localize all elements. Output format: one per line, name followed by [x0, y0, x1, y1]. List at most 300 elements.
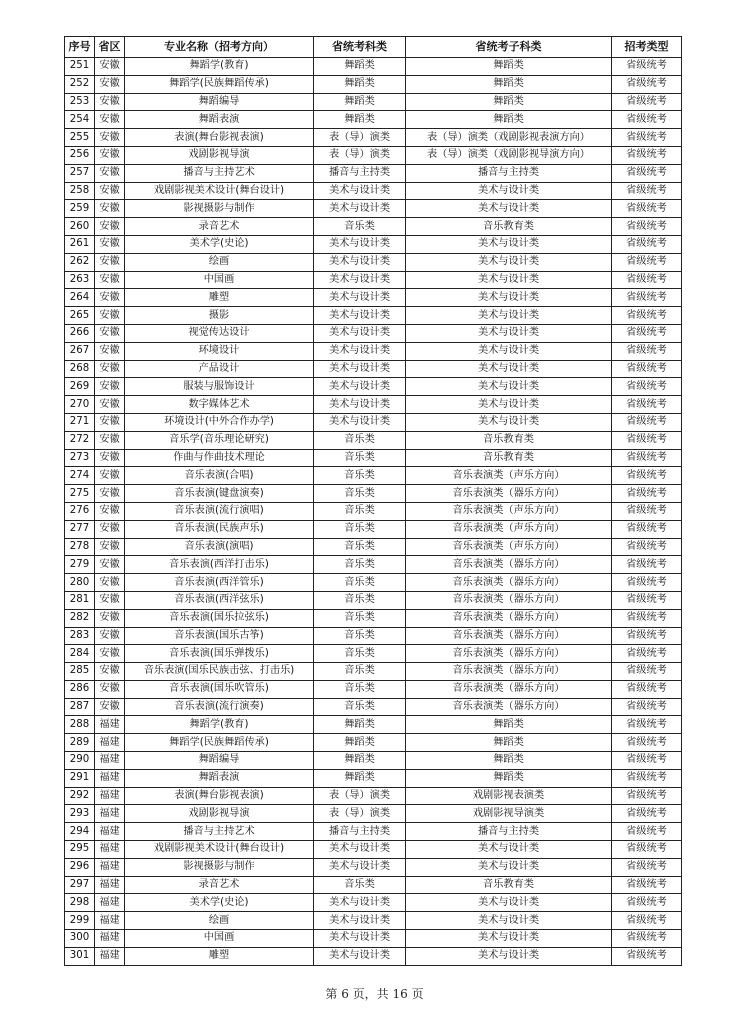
cell-province: 福建 — [95, 841, 125, 859]
cell-exam-category: 音乐类 — [314, 520, 406, 538]
cell-admission-type: 省级统考 — [612, 396, 682, 414]
cell-serial: 273 — [65, 449, 95, 467]
cell-exam-category: 音乐类 — [314, 698, 406, 716]
cell-admission-type: 省级统考 — [612, 360, 682, 378]
cell-major: 戏剧影视美术设计(舞台设计) — [125, 841, 314, 859]
cell-exam-subcategory: 音乐表演类（声乐方向） — [406, 538, 612, 556]
cell-admission-type: 省级统考 — [612, 271, 682, 289]
header-major: 专业名称（招考方向） — [125, 37, 314, 58]
cell-exam-category: 音乐类 — [314, 663, 406, 681]
cell-exam-subcategory: 音乐表演类（声乐方向） — [406, 502, 612, 520]
cell-serial: 270 — [65, 396, 95, 414]
table-row — [65, 396, 682, 414]
table-row — [65, 75, 682, 93]
cell-major: 音乐表演(国乐吹管乐) — [125, 680, 314, 698]
cell-admission-type: 省级统考 — [612, 146, 682, 164]
table-row — [65, 538, 682, 556]
cell-exam-category: 美术与设计类 — [314, 307, 406, 325]
cell-major: 戏剧影视导演 — [125, 146, 314, 164]
cell-admission-type: 省级统考 — [612, 253, 682, 271]
cell-major: 音乐表演(流行演奏) — [125, 698, 314, 716]
table-row — [65, 93, 682, 111]
table-row — [65, 947, 682, 965]
table-row — [65, 574, 682, 592]
cell-province: 安徽 — [95, 431, 125, 449]
cell-province: 安徽 — [95, 164, 125, 182]
cell-admission-type: 省级统考 — [612, 111, 682, 129]
cell-major: 音乐表演(键盘演奏) — [125, 485, 314, 503]
cell-exam-category: 舞蹈类 — [314, 716, 406, 734]
cell-serial: 281 — [65, 591, 95, 609]
cell-admission-type: 省级统考 — [612, 449, 682, 467]
cell-serial: 267 — [65, 342, 95, 360]
table-row — [65, 164, 682, 182]
cell-major: 舞蹈表演 — [125, 769, 314, 787]
cell-serial: 295 — [65, 841, 95, 859]
cell-serial: 277 — [65, 520, 95, 538]
cell-province: 福建 — [95, 930, 125, 948]
cell-exam-subcategory: 美术与设计类 — [406, 930, 612, 948]
cell-exam-category: 舞蹈类 — [314, 769, 406, 787]
cell-province: 安徽 — [95, 324, 125, 342]
cell-exam-subcategory: 音乐表演类（声乐方向） — [406, 520, 612, 538]
cell-serial: 288 — [65, 716, 95, 734]
cell-serial: 293 — [65, 805, 95, 823]
table-row — [65, 823, 682, 841]
cell-admission-type: 省级统考 — [612, 502, 682, 520]
header-province: 省区 — [95, 37, 125, 58]
cell-serial: 286 — [65, 680, 95, 698]
cell-major: 表演(舞台影视表演) — [125, 129, 314, 147]
cell-major: 音乐表演(流行演唱) — [125, 502, 314, 520]
cell-province: 安徽 — [95, 663, 125, 681]
cell-serial: 274 — [65, 467, 95, 485]
cell-exam-category: 音乐类 — [314, 449, 406, 467]
cell-exam-subcategory: 美术与设计类 — [406, 182, 612, 200]
cell-major: 产品设计 — [125, 360, 314, 378]
table-row — [65, 431, 682, 449]
cell-admission-type: 省级统考 — [612, 235, 682, 253]
cell-province: 安徽 — [95, 129, 125, 147]
cell-province: 安徽 — [95, 378, 125, 396]
table-row — [65, 752, 682, 770]
cell-exam-category: 美术与设计类 — [314, 912, 406, 930]
cell-exam-subcategory: 舞蹈类 — [406, 93, 612, 111]
table-row — [65, 129, 682, 147]
cell-province: 安徽 — [95, 485, 125, 503]
cell-exam-category: 舞蹈类 — [314, 111, 406, 129]
cell-admission-type: 省级统考 — [612, 342, 682, 360]
cell-province: 安徽 — [95, 467, 125, 485]
cell-serial: 283 — [65, 627, 95, 645]
table-row — [65, 413, 682, 431]
cell-serial: 268 — [65, 360, 95, 378]
cell-serial: 280 — [65, 574, 95, 592]
cell-province: 福建 — [95, 769, 125, 787]
cell-serial: 254 — [65, 111, 95, 129]
table-row — [65, 663, 682, 681]
cell-province: 安徽 — [95, 520, 125, 538]
cell-province: 安徽 — [95, 307, 125, 325]
cell-admission-type: 省级统考 — [612, 716, 682, 734]
cell-province: 安徽 — [95, 200, 125, 218]
cell-serial: 298 — [65, 894, 95, 912]
cell-province: 安徽 — [95, 538, 125, 556]
cell-major: 播音与主持艺术 — [125, 823, 314, 841]
cell-province: 安徽 — [95, 591, 125, 609]
cell-major: 雕塑 — [125, 947, 314, 965]
cell-province: 安徽 — [95, 235, 125, 253]
cell-major: 音乐表演(西洋弦乐) — [125, 591, 314, 609]
cell-serial: 301 — [65, 947, 95, 965]
cell-province: 安徽 — [95, 645, 125, 663]
cell-admission-type: 省级统考 — [612, 378, 682, 396]
cell-exam-subcategory: 美术与设计类 — [406, 413, 612, 431]
cell-exam-category: 音乐类 — [314, 627, 406, 645]
cell-admission-type: 省级统考 — [612, 912, 682, 930]
cell-admission-type: 省级统考 — [612, 431, 682, 449]
cell-serial: 287 — [65, 698, 95, 716]
cell-province: 福建 — [95, 734, 125, 752]
table-row — [65, 769, 682, 787]
cell-exam-subcategory: 音乐表演类（器乐方向） — [406, 680, 612, 698]
table-row — [65, 324, 682, 342]
cell-major: 中国画 — [125, 930, 314, 948]
cell-province: 安徽 — [95, 289, 125, 307]
cell-major: 舞蹈学(民族舞蹈传承) — [125, 734, 314, 752]
cell-exam-category: 美术与设计类 — [314, 324, 406, 342]
cell-major: 绘画 — [125, 912, 314, 930]
cell-serial: 278 — [65, 538, 95, 556]
cell-serial: 275 — [65, 485, 95, 503]
cell-serial: 299 — [65, 912, 95, 930]
cell-province: 安徽 — [95, 680, 125, 698]
cell-province: 安徽 — [95, 271, 125, 289]
table-row — [65, 182, 682, 200]
cell-serial: 279 — [65, 556, 95, 574]
table-row — [65, 307, 682, 325]
cell-exam-category: 表（导）演类 — [314, 146, 406, 164]
table-row — [65, 858, 682, 876]
cell-province: 安徽 — [95, 449, 125, 467]
cell-admission-type: 省级统考 — [612, 645, 682, 663]
cell-serial: 272 — [65, 431, 95, 449]
cell-exam-subcategory: 美术与设计类 — [406, 324, 612, 342]
cell-serial: 266 — [65, 324, 95, 342]
cell-major: 舞蹈表演 — [125, 111, 314, 129]
cell-serial: 264 — [65, 289, 95, 307]
cell-exam-subcategory: 戏剧影视表演类 — [406, 787, 612, 805]
table-row — [65, 58, 682, 76]
cell-exam-category: 音乐类 — [314, 574, 406, 592]
cell-admission-type: 省级统考 — [612, 876, 682, 894]
cell-exam-category: 美术与设计类 — [314, 894, 406, 912]
cell-exam-subcategory: 音乐教育类 — [406, 431, 612, 449]
cell-exam-category: 舞蹈类 — [314, 752, 406, 770]
cell-admission-type: 省级统考 — [612, 556, 682, 574]
cell-exam-category: 美术与设计类 — [314, 182, 406, 200]
cell-exam-category: 美术与设计类 — [314, 858, 406, 876]
cell-admission-type: 省级统考 — [612, 93, 682, 111]
cell-major: 录音艺术 — [125, 218, 314, 236]
cell-province: 安徽 — [95, 396, 125, 414]
cell-exam-subcategory: 舞蹈类 — [406, 111, 612, 129]
cell-exam-subcategory: 音乐教育类 — [406, 449, 612, 467]
cell-province: 安徽 — [95, 574, 125, 592]
cell-exam-category: 美术与设计类 — [314, 271, 406, 289]
cell-exam-subcategory: 音乐教育类 — [406, 218, 612, 236]
cell-admission-type: 省级统考 — [612, 698, 682, 716]
cell-serial: 271 — [65, 413, 95, 431]
cell-exam-subcategory: 音乐表演类（器乐方向） — [406, 556, 612, 574]
cell-exam-category: 美术与设计类 — [314, 200, 406, 218]
cell-admission-type: 省级统考 — [612, 663, 682, 681]
cell-province: 福建 — [95, 912, 125, 930]
table-row — [65, 378, 682, 396]
cell-exam-subcategory: 音乐教育类 — [406, 876, 612, 894]
table-row — [65, 876, 682, 894]
cell-serial: 294 — [65, 823, 95, 841]
cell-major: 舞蹈学(教育) — [125, 716, 314, 734]
header-admission-type: 招考类型 — [612, 37, 682, 58]
cell-serial: 291 — [65, 769, 95, 787]
cell-major: 音乐表演(演唱) — [125, 538, 314, 556]
cell-exam-subcategory: 音乐表演类（器乐方向） — [406, 574, 612, 592]
cell-province: 安徽 — [95, 502, 125, 520]
cell-exam-subcategory: 美术与设计类 — [406, 378, 612, 396]
cell-major: 音乐表演(民族声乐) — [125, 520, 314, 538]
cell-serial: 256 — [65, 146, 95, 164]
table-row — [65, 289, 682, 307]
cell-exam-category: 音乐类 — [314, 431, 406, 449]
cell-admission-type: 省级统考 — [612, 627, 682, 645]
cell-serial: 255 — [65, 129, 95, 147]
cell-province: 福建 — [95, 823, 125, 841]
cell-exam-category: 舞蹈类 — [314, 93, 406, 111]
cell-exam-subcategory: 美术与设计类 — [406, 894, 612, 912]
cell-major: 播音与主持艺术 — [125, 164, 314, 182]
cell-admission-type: 省级统考 — [612, 289, 682, 307]
table-row — [65, 680, 682, 698]
table-row — [65, 912, 682, 930]
table-row — [65, 627, 682, 645]
cell-exam-category: 音乐类 — [314, 680, 406, 698]
cell-province: 福建 — [95, 716, 125, 734]
cell-major: 视觉传达设计 — [125, 324, 314, 342]
cell-admission-type: 省级统考 — [612, 520, 682, 538]
cell-serial: 297 — [65, 876, 95, 894]
cell-exam-subcategory: 舞蹈类 — [406, 769, 612, 787]
cell-admission-type: 省级统考 — [612, 129, 682, 147]
cell-province: 安徽 — [95, 111, 125, 129]
cell-serial: 282 — [65, 609, 95, 627]
table-row — [65, 894, 682, 912]
cell-exam-subcategory: 美术与设计类 — [406, 235, 612, 253]
cell-exam-subcategory: 美术与设计类 — [406, 858, 612, 876]
cell-exam-subcategory: 音乐表演类（器乐方向） — [406, 485, 612, 503]
cell-admission-type: 省级统考 — [612, 538, 682, 556]
cell-exam-subcategory: 美术与设计类 — [406, 342, 612, 360]
admissions-table — [64, 36, 682, 966]
cell-exam-subcategory: 播音与主持类 — [406, 164, 612, 182]
cell-major: 戏剧影视导演 — [125, 805, 314, 823]
cell-exam-category: 音乐类 — [314, 218, 406, 236]
cell-exam-category: 美术与设计类 — [314, 253, 406, 271]
cell-exam-subcategory: 美术与设计类 — [406, 271, 612, 289]
cell-major: 音乐学(音乐理论研究) — [125, 431, 314, 449]
cell-admission-type: 省级统考 — [612, 467, 682, 485]
cell-exam-subcategory: 播音与主持类 — [406, 823, 612, 841]
cell-major: 影视摄影与制作 — [125, 858, 314, 876]
cell-province: 安徽 — [95, 218, 125, 236]
cell-exam-subcategory: 美术与设计类 — [406, 200, 612, 218]
cell-admission-type: 省级统考 — [612, 841, 682, 859]
cell-exam-subcategory: 舞蹈类 — [406, 752, 612, 770]
cell-exam-subcategory: 美术与设计类 — [406, 396, 612, 414]
cell-admission-type: 省级统考 — [612, 894, 682, 912]
cell-province: 安徽 — [95, 698, 125, 716]
cell-exam-subcategory: 美术与设计类 — [406, 307, 612, 325]
cell-serial: 265 — [65, 307, 95, 325]
cell-exam-subcategory: 音乐表演类（器乐方向） — [406, 591, 612, 609]
cell-exam-subcategory: 音乐表演类（器乐方向） — [406, 645, 612, 663]
cell-major: 音乐表演(国乐弹拨乐) — [125, 645, 314, 663]
cell-exam-category: 音乐类 — [314, 645, 406, 663]
page-number-footer: 第 6 页，共 16 页 — [325, 987, 424, 1001]
cell-major: 舞蹈编导 — [125, 93, 314, 111]
cell-admission-type: 省级统考 — [612, 734, 682, 752]
cell-exam-category: 音乐类 — [314, 591, 406, 609]
cell-exam-subcategory: 音乐表演类（器乐方向） — [406, 698, 612, 716]
cell-major: 环境设计 — [125, 342, 314, 360]
cell-exam-category: 音乐类 — [314, 609, 406, 627]
cell-serial: 292 — [65, 787, 95, 805]
cell-serial: 259 — [65, 200, 95, 218]
cell-province: 安徽 — [95, 58, 125, 76]
cell-exam-subcategory: 舞蹈类 — [406, 734, 612, 752]
cell-exam-subcategory: 音乐表演类（器乐方向） — [406, 627, 612, 645]
cell-admission-type: 省级统考 — [612, 164, 682, 182]
header-exam-subcategory: 省统考子科类 — [406, 37, 612, 58]
cell-province: 福建 — [95, 752, 125, 770]
cell-admission-type: 省级统考 — [612, 752, 682, 770]
cell-admission-type: 省级统考 — [612, 58, 682, 76]
table-row — [65, 734, 682, 752]
cell-province: 安徽 — [95, 253, 125, 271]
cell-exam-category: 美术与设计类 — [314, 235, 406, 253]
cell-serial: 276 — [65, 502, 95, 520]
table-row — [65, 467, 682, 485]
cell-exam-category: 美术与设计类 — [314, 413, 406, 431]
cell-exam-category: 音乐类 — [314, 485, 406, 503]
cell-exam-category: 音乐类 — [314, 467, 406, 485]
cell-serial: 257 — [65, 164, 95, 182]
table-row — [65, 342, 682, 360]
table-row — [65, 111, 682, 129]
cell-serial: 289 — [65, 734, 95, 752]
cell-major: 音乐表演(合唱) — [125, 467, 314, 485]
cell-admission-type: 省级统考 — [612, 823, 682, 841]
cell-admission-type: 省级统考 — [612, 413, 682, 431]
cell-serial: 253 — [65, 93, 95, 111]
cell-serial: 263 — [65, 271, 95, 289]
table-row — [65, 485, 682, 503]
table-body — [65, 58, 682, 966]
cell-major: 美术学(史论) — [125, 235, 314, 253]
cell-exam-subcategory: 表（导）演类（戏剧影视表演方向） — [406, 129, 612, 147]
table-row — [65, 591, 682, 609]
cell-exam-category: 美术与设计类 — [314, 947, 406, 965]
cell-province: 安徽 — [95, 413, 125, 431]
table-row — [65, 235, 682, 253]
cell-exam-category: 表（导）演类 — [314, 787, 406, 805]
cell-exam-subcategory: 表（导）演类（戏剧影视导演方向） — [406, 146, 612, 164]
cell-province: 安徽 — [95, 360, 125, 378]
cell-exam-subcategory: 音乐表演类（器乐方向） — [406, 663, 612, 681]
cell-serial: 269 — [65, 378, 95, 396]
cell-admission-type: 省级统考 — [612, 307, 682, 325]
cell-exam-subcategory: 美术与设计类 — [406, 912, 612, 930]
cell-serial: 284 — [65, 645, 95, 663]
table-row — [65, 520, 682, 538]
table-row — [65, 805, 682, 823]
cell-major: 舞蹈学(教育) — [125, 58, 314, 76]
cell-serial: 300 — [65, 930, 95, 948]
cell-major: 美术学(史论) — [125, 894, 314, 912]
cell-major: 戏剧影视美术设计(舞台设计) — [125, 182, 314, 200]
header-serial: 序号 — [65, 37, 95, 58]
cell-exam-category: 表（导）演类 — [314, 129, 406, 147]
table-row — [65, 609, 682, 627]
cell-exam-subcategory: 音乐表演类（声乐方向） — [406, 467, 612, 485]
cell-exam-subcategory: 舞蹈类 — [406, 716, 612, 734]
cell-province: 安徽 — [95, 146, 125, 164]
cell-province: 安徽 — [95, 556, 125, 574]
cell-serial: 260 — [65, 218, 95, 236]
cell-major: 录音艺术 — [125, 876, 314, 894]
cell-province: 福建 — [95, 805, 125, 823]
cell-admission-type: 省级统考 — [612, 787, 682, 805]
cell-serial: 290 — [65, 752, 95, 770]
cell-admission-type: 省级统考 — [612, 324, 682, 342]
cell-admission-type: 省级统考 — [612, 200, 682, 218]
cell-exam-category: 音乐类 — [314, 876, 406, 894]
table-row — [65, 449, 682, 467]
table-row — [65, 360, 682, 378]
cell-exam-subcategory: 舞蹈类 — [406, 75, 612, 93]
cell-admission-type: 省级统考 — [612, 485, 682, 503]
table-row — [65, 253, 682, 271]
cell-province: 安徽 — [95, 182, 125, 200]
table-row — [65, 716, 682, 734]
cell-admission-type: 省级统考 — [612, 930, 682, 948]
cell-admission-type: 省级统考 — [612, 858, 682, 876]
cell-serial: 258 — [65, 182, 95, 200]
cell-major: 绘画 — [125, 253, 314, 271]
cell-major: 音乐表演(国乐古筝) — [125, 627, 314, 645]
cell-province: 福建 — [95, 858, 125, 876]
cell-exam-category: 音乐类 — [314, 502, 406, 520]
cell-major: 环境设计(中外合作办学) — [125, 413, 314, 431]
table-row — [65, 502, 682, 520]
cell-serial: 296 — [65, 858, 95, 876]
cell-admission-type: 省级统考 — [612, 591, 682, 609]
cell-exam-category: 音乐类 — [314, 556, 406, 574]
cell-major: 表演(舞台影视表演) — [125, 787, 314, 805]
cell-exam-subcategory: 戏剧影视导演类 — [406, 805, 612, 823]
table-row — [65, 271, 682, 289]
cell-exam-category: 舞蹈类 — [314, 58, 406, 76]
